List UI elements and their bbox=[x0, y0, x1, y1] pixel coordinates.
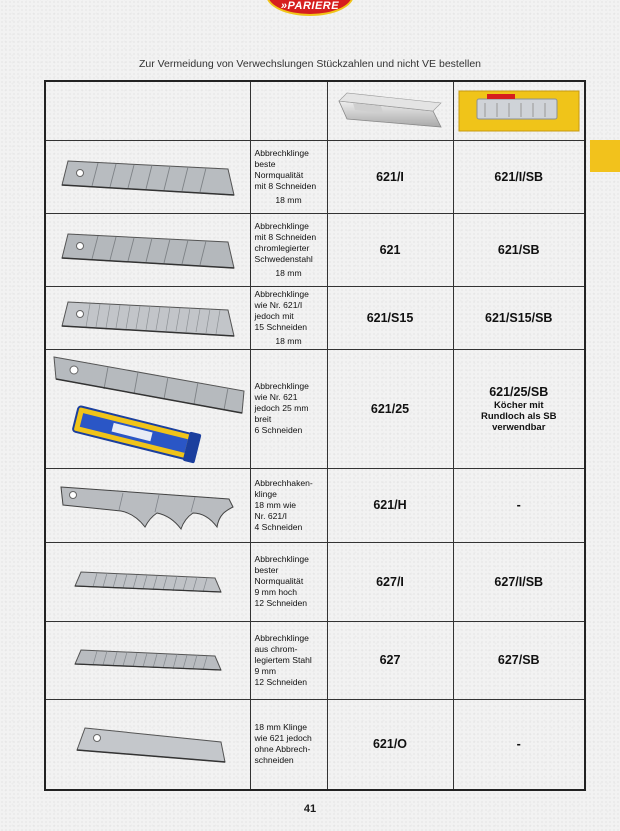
blade-image bbox=[45, 699, 250, 790]
header-row bbox=[45, 81, 585, 140]
sb-article-number: 621/25/SB Köcher mit Rundloch als SB verwendbar bbox=[453, 349, 585, 468]
product-description: Abbrechklinge wie Nr. 621/I jedoch mit 15 Schneiden 18 mm bbox=[250, 286, 327, 349]
pariere-logo: »PARIERE bbox=[266, 0, 354, 16]
product-description: Abbrechklinge beste Normqualität mit 8 Schneiden 18 mm bbox=[250, 140, 327, 213]
sb-article-number: - bbox=[453, 468, 585, 542]
product-row bbox=[45, 621, 585, 699]
sb-article-number: 627/I/SB bbox=[453, 542, 585, 621]
section-tab bbox=[590, 140, 620, 172]
article-number: 621/O bbox=[327, 699, 453, 790]
sb-article-number: 627/SB bbox=[453, 621, 585, 699]
sb-article-number: - bbox=[453, 699, 585, 790]
product-row bbox=[45, 349, 585, 468]
page-number: 41 bbox=[303, 803, 317, 815]
blade-image bbox=[45, 213, 250, 286]
product-row bbox=[45, 542, 585, 621]
hook-blade-image bbox=[45, 468, 250, 542]
article-number: 621 bbox=[327, 213, 453, 286]
sb-card-image bbox=[453, 81, 585, 140]
sb-article-number: 621/SB bbox=[453, 213, 585, 286]
product-description: Abbrechklinge aus chrom- legiertem Stahl 9 mm 12 Schneiden bbox=[250, 621, 327, 699]
blade-and-dispenser-image bbox=[45, 349, 250, 468]
article-number: 621/H bbox=[327, 468, 453, 542]
article-number: 621/25 bbox=[327, 349, 453, 468]
article-number: 627 bbox=[327, 621, 453, 699]
product-description: Abbrechklinge bester Normqualität 9 mm hoch 12 Schneiden bbox=[250, 542, 327, 621]
article-number: 627/I bbox=[327, 542, 453, 621]
sb-note: Köcher mit Rundloch als SB verwendbar bbox=[481, 399, 557, 433]
product-description: Abbrechhaken- klinge 18 mm wie Nr. 621/I 4 Schneiden bbox=[250, 468, 327, 542]
product-row bbox=[45, 140, 585, 213]
article-number: 621/S15 bbox=[327, 286, 453, 349]
product-description: Abbrechklinge mit 8 Schneiden chromlegierter Schwedenstahl 18 mm bbox=[250, 213, 327, 286]
product-description: 18 mm Klinge wie 621 jedoch ohne Abbrech- schneiden bbox=[250, 699, 327, 790]
product-row bbox=[45, 213, 585, 286]
sb-article-number: 621/S15/SB bbox=[453, 286, 585, 349]
blade-image bbox=[45, 286, 250, 349]
product-row bbox=[45, 699, 585, 790]
order-notice: Zur Vermeidung von Verwechslungen Stückzahlen und nicht VE bestellen bbox=[138, 58, 482, 70]
product-table bbox=[44, 80, 586, 791]
product-row bbox=[45, 468, 585, 542]
sb-article-number: 621/I/SB bbox=[453, 140, 585, 213]
product-description: Abbrechklinge wie Nr. 621 jedoch 25 mm breit 6 Schneiden bbox=[250, 349, 327, 468]
product-row bbox=[45, 286, 585, 349]
article-number: 621/I bbox=[327, 140, 453, 213]
blade-image bbox=[45, 621, 250, 699]
blade-image bbox=[45, 140, 250, 213]
dispenser-image bbox=[327, 81, 453, 140]
blade-image bbox=[45, 542, 250, 621]
